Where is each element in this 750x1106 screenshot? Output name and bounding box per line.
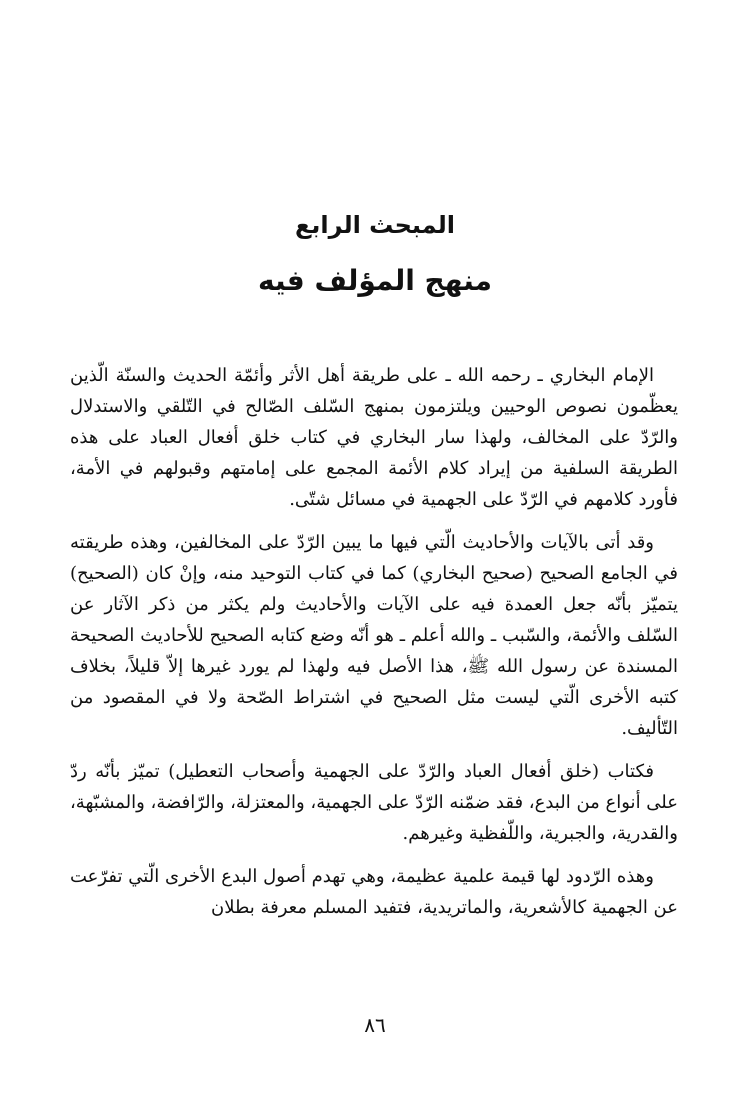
paragraph-2: وقد أتى بالآيات والأحاديث الّتي فيها ما يبين الرّدّ على المخالفين، وهذه طريقته في الجامع الصحيح (صحيح البخاري) كما في كتاب التوحيد منه، وإنْ كان (الصحيح) يتميّز بأنّه جعل العمدة فيه على الآيات والأحاديث ولم يكثر من ذكر الآثار عن السّلف والأئمة، والسّبب ـ والله أعلم ـ هو أنّه وضع كتابه الصحيح للأحاديث الصحيحة المسندة عن رسول الله ﷺ، هذا الأصل فيه ولهذا لم يورد غيرها إلاّ قليلاً، بخلاف كتبه الأخرى الّتي ليست مثل الصحيح في اشتراط الصّحة ولا في المقصود من التّأليف. <box>70 532 679 739</box>
section-title: منهج المؤلف فيه <box>258 264 492 297</box>
paragraph-4: وهذه الرّدود لها قيمة علمية عظيمة، وهي تهدم أصول البدع الأخرى الّتي تفرّعت عن الجهمية كالأشعرية، والماتريدية، فتفيد المسلم معرفة بطلان <box>70 866 678 918</box>
paragraph-3: فكتاب (خلق أفعال العباد والرّدّ على الجهمية وأصحاب التعطيل) تميّز بأنّه ردّ على أنواع من البدع، فقد ضمّنه الرّدّ على الجهمية، والمعتزلة، والرّافضة، والمشبّهة، والقدرية، والجبرية، واللّفظية وغيرهم. <box>70 761 678 844</box>
section-label: المبحث الرابع <box>295 211 455 239</box>
body-text <box>70 360 678 935</box>
paragraph-1: الإمام البخاري ـ رحمه الله ـ على طريقة أهل الأثر وأئمّة الحديث والسنّة الّذين يعظّمون نصوص الوحيين ويلتزمون بمنهج السّلف الصّالح في التّلقي والاستدلال والرّدّ على المخالف، ولهذا سار البخاري في كتاب خلق أفعال العباد على هذه الطريقة السلفية من إيراد كلام الأئمة المجمع على إمامتهم وقبولهم في الأمة، فأورد كلامهم في الرّدّ على الجهمية في مسائل شتّى. <box>70 365 678 510</box>
chapter-heading <box>0 205 750 305</box>
page-number: ٨٦ <box>364 1013 386 1037</box>
